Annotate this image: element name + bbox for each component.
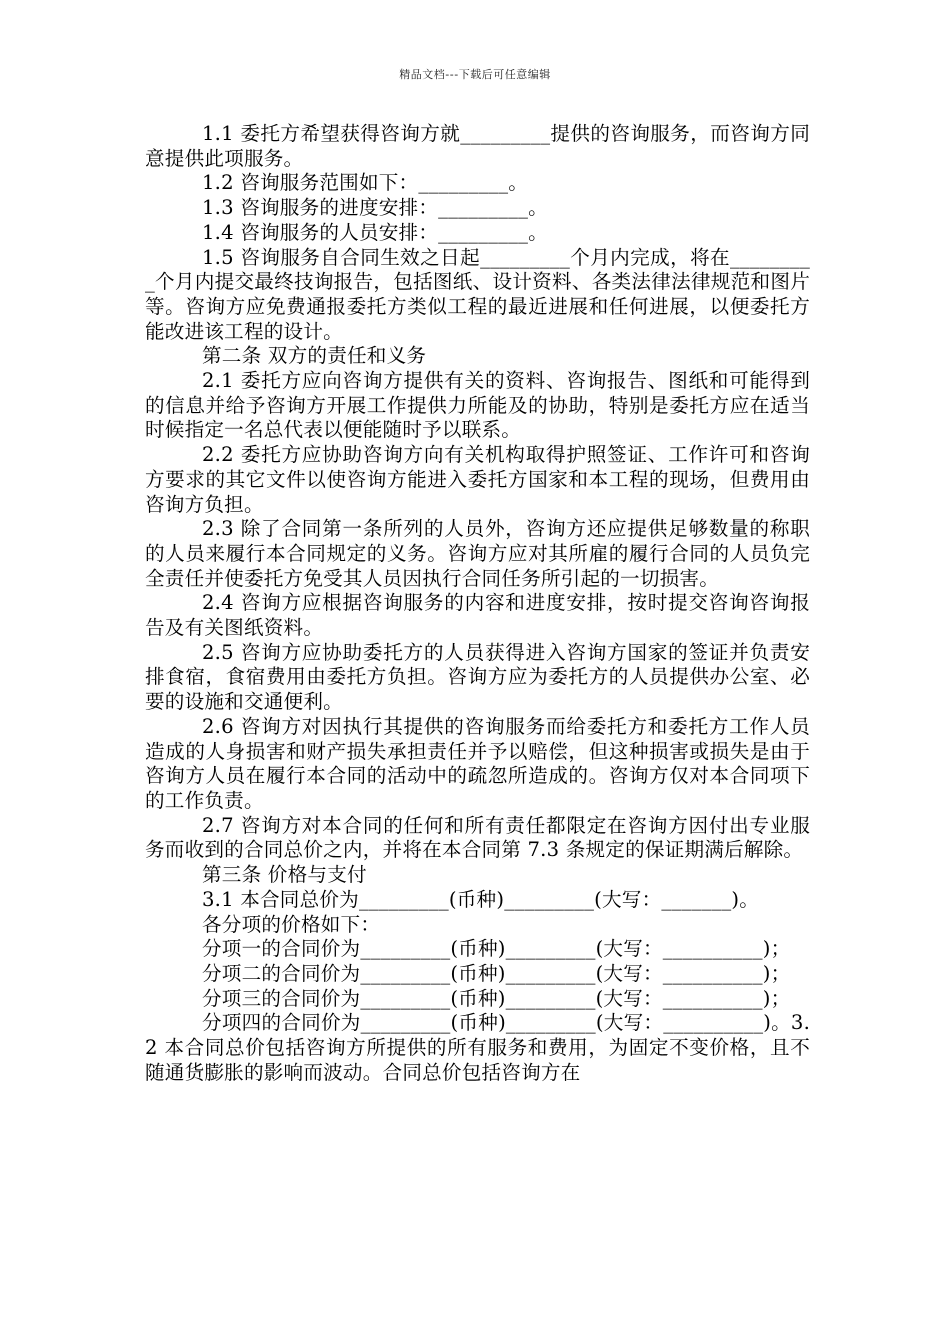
clause-1-1: 1.1 委托方希望获得咨询方就_________提供的咨询服务，而咨询方同意提供此项服务。: [145, 122, 810, 170]
subitem-4-price-and-clause-3-2: 分项四的合同价为_________(币种)_________(大写：__________)。3.2 本合同总价包括咨询方所提供的所有服务和费用，为固定不变价格，且不随通货膨胀的影响而波动。合同总价包括咨询方在: [145, 1011, 810, 1084]
clause-2-1: 2.1 委托方应向咨询方提供有关的资料、咨询报告、图纸和可能得到的信息并给予咨询方开展工作提供力所能及的协助，特别是委托方应在适当时候指定一名总代表以便能随时予以联系。: [145, 369, 810, 442]
clause-1-5: 1.5 咨询服务自合同生效之日起_________个月内完成，将在_________个月内提交最终技询报告，包括图纸、设计资料、各类法律法律规范和图片等。咨询方应免费通报委托方类似工程的最近进展和任何进展，以便委托方能改进该工程的设计。: [145, 245, 810, 343]
page-header: 精品文档---下载后可任意编辑: [399, 68, 551, 81]
clause-1-2: 1.2 咨询服务范围如下：_________。: [202, 171, 529, 195]
section-heading-3: 第三条 价格与支付: [202, 863, 367, 887]
clause-2-4: 2.4 咨询方应根据咨询服务的内容和进度安排，按时提交咨询咨询报告及有关图纸资料。: [145, 591, 810, 640]
clause-3-1: 3.1 本合同总价为_________(币种)_________(大写：_______)。: [202, 887, 760, 911]
subitem-3-price: 分项三的合同价为_________(币种)_________(大写：__________)；: [202, 986, 791, 1010]
clause-2-7: 2.7 咨询方对本合同的任何和所有责任都限定在咨询方因付出专业服务而收到的合同总价之内，并将在本合同第 7.3 条规定的保证期满后解除。: [145, 813, 810, 862]
clause-1-3: 1.3 咨询服务的进度安排：_________。: [202, 196, 548, 220]
subitem-2-price: 分项二的合同价为_________(币种)_________(大写：__________)；: [202, 961, 791, 985]
clause-1-4: 1.4 咨询服务的人员安排：_________。: [202, 220, 548, 244]
section-heading-2: 第二条 双方的责任和义务: [202, 344, 427, 368]
clause-2-3: 2.3 除了合同第一条所列的人员外，咨询方还应提供足够数量的称职的人员来履行本合同规定的义务。咨询方应对其所雇的履行合同的人员负完全责任并使委托方免受其人员因执行合同任务所引起的一切损害。: [145, 517, 810, 590]
clause-2-6: 2.6 咨询方对因执行其提供的咨询服务而给委托方和委托方工作人员造成的人身损害和财产损失承担责任并予以赔偿，但这种损害或损失是由于咨询方人员在履行本合同的活动中的疏忽所造成的。咨询方仅对本合同项下的工作负责。: [145, 714, 810, 812]
clause-2-2: 2.2 委托方应协助咨询方向有关机构取得护照签证、工作许可和咨询方要求的其它文件以使咨询方能进入委托方国家和本工程的现场，但费用由咨询方负担。: [145, 443, 810, 516]
subitem-prices-intro: 各分项的价格如下：: [202, 912, 381, 936]
subitem-1-price: 分项一的合同价为_________(币种)_________(大写：__________)；: [202, 937, 791, 961]
clause-2-5: 2.5 咨询方应协助委托方的人员获得进入咨询方国家的签证并负责安排食宿，食宿费用由委托方负担。咨询方应为委托方的人员提供办公室、必要的设施和交通便利。: [145, 640, 810, 714]
document-body: [145, 122, 810, 1085]
